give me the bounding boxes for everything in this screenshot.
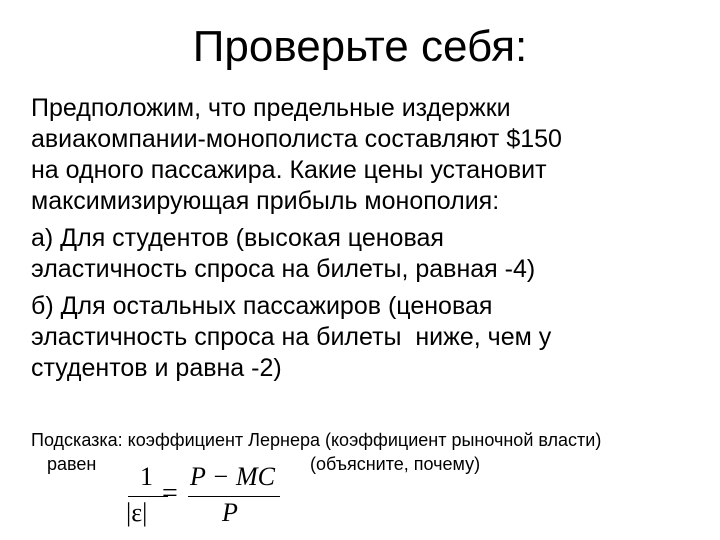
item-a-line: а) Для студентов (высокая ценовая [31, 224, 444, 252]
item-b-line: студентов и равна -2) [31, 354, 282, 382]
hint-line-1: Подсказка: коэффициент Лернера (коэффициент рыночной власти) [31, 430, 602, 450]
formula-lhs-numerator: 1 [140, 462, 153, 491]
item-a [31, 223, 711, 285]
intro-line: авиакомпании-монополиста составляют $150 [31, 125, 562, 153]
problem-body [31, 93, 711, 384]
slide-title: Проверьте себя: [192, 22, 528, 71]
hint-block [31, 428, 711, 476]
hint-explain: (объясните, почему) [310, 454, 481, 474]
item-b [31, 291, 711, 384]
formula-rhs-fraction-bar [188, 496, 280, 497]
formula-equals: = [162, 478, 178, 509]
intro-paragraph [31, 93, 711, 217]
intro-line: максимизирующая прибыль монополия: [31, 187, 500, 215]
item-b-line: эластичность спроса на билеты ниже, чем у [31, 323, 552, 351]
intro-line: на одного пассажира. Какие цены установит [31, 156, 547, 184]
formula-lhs-denominator: |ε| [126, 498, 148, 527]
hint-line-2: равен [47, 454, 97, 474]
formula-rhs-numerator: P − MC [190, 462, 275, 491]
item-a-line: эластичность спроса на билеты, равная -4) [31, 255, 536, 283]
item-b-line: б) Для остальных пассажиров (ценовая [31, 292, 493, 320]
intro-line: Предположим, что предельные издержки [31, 94, 511, 122]
formula-rhs-denominator: P [222, 498, 238, 527]
